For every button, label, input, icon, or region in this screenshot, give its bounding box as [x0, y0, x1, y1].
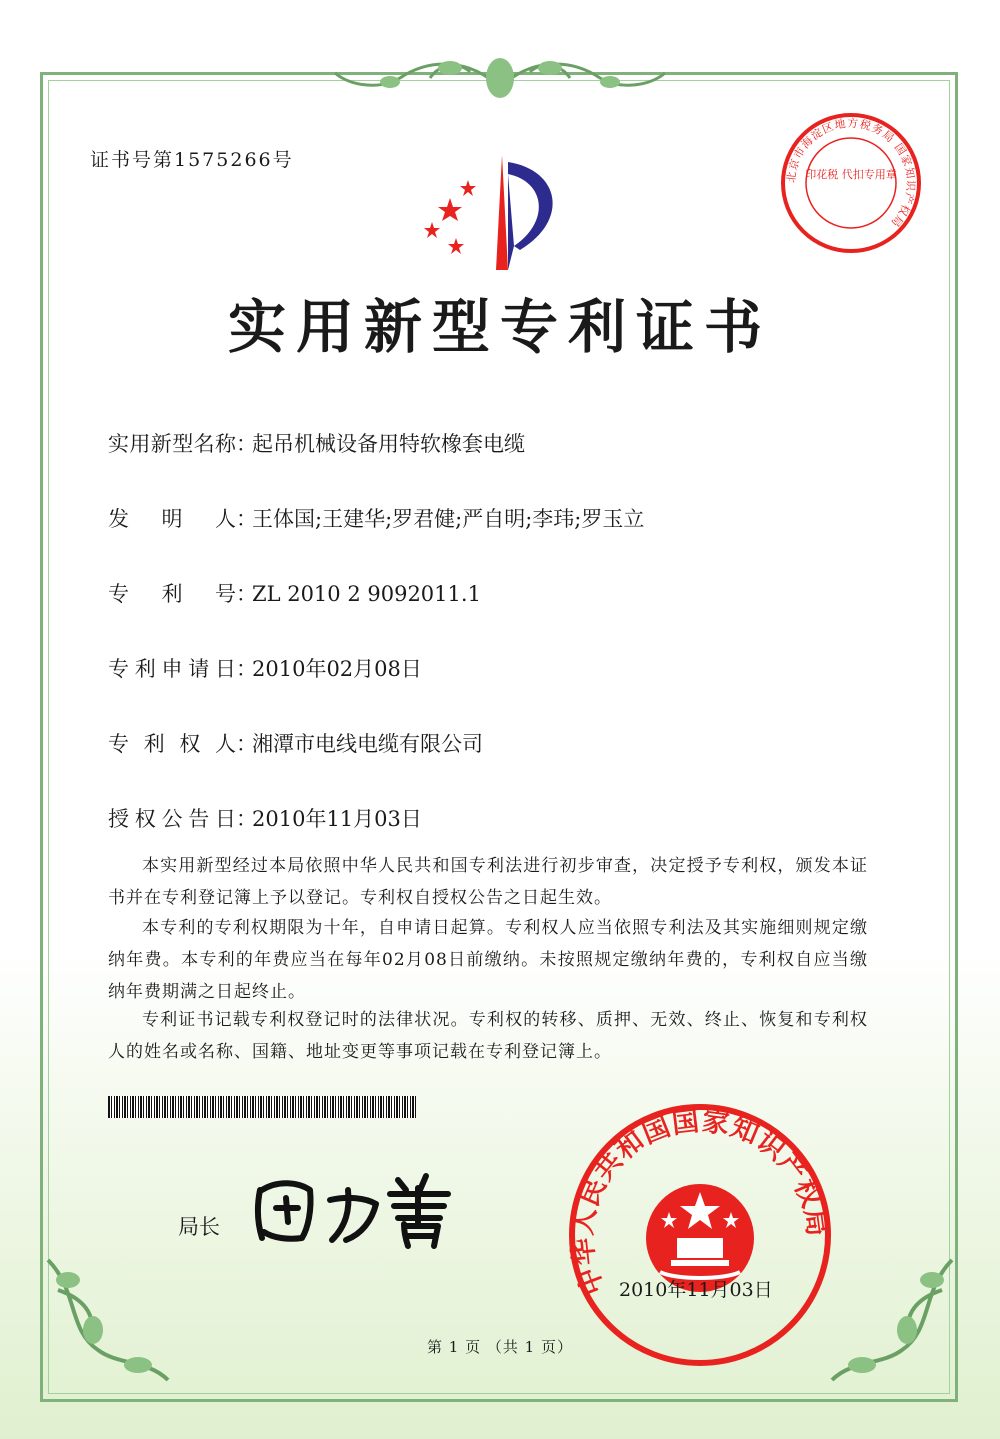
- field-label: 专利权人: [108, 732, 236, 756]
- corner-ornament-left-icon: [38, 1250, 178, 1390]
- tax-seal-ring-text: 北京市海淀区地方税务局 国家知识产权局: [784, 116, 918, 230]
- certificate-number: 证书号第1575266号: [90, 149, 294, 171]
- director-signature: [248, 1160, 478, 1250]
- director-label: 局长: [178, 1215, 220, 1239]
- body-paragraph: 本专利的专利权期限为十年，自申请日起算。专利权人应当依照专利法及其实施细则规定缴纳年费。本专利的年费应当在每年02月08日前缴纳。未按照规定缴纳年费的，专利权自应当缴纳年费期满之日起终止。: [108, 918, 868, 1002]
- top-ornament-icon: [330, 48, 670, 108]
- field-value: 湘潭市电线电缆有限公司: [252, 732, 483, 756]
- field-utility-model-name: 实用新型名称：起吊机械设备用特软橡套电缆: [108, 428, 525, 458]
- page-title: 实用新型专利证书: [227, 293, 772, 361]
- barcode: [108, 1096, 416, 1118]
- seal-ring-text: 中华人民共和国国家知识产权局: [567, 1105, 833, 1299]
- field-value: ZL 2010 2 9092011.1: [252, 582, 481, 606]
- official-seal-large: [565, 1100, 835, 1370]
- field-grant-date: 授权公告日：2010年11月03日: [108, 803, 422, 833]
- field-label: 授权公告日: [108, 807, 236, 831]
- field-label: 专利申请日: [108, 657, 236, 681]
- patent-office-logo-icon: [410, 150, 590, 280]
- tax-seal-center-text: 印花税 代扣专用章: [805, 168, 897, 181]
- page-number: 第 1 页 （共 1 页）: [427, 1338, 573, 1356]
- corner-ornament-right-icon: [822, 1250, 962, 1390]
- body-paragraph: 本实用新型经过本局依照中华人民共和国专利法进行初步审查，决定授予专利权，颁发本证书并在专利登记簿上予以登记。专利权自授权公告之日起生效。: [108, 856, 868, 908]
- field-label: 发明人: [108, 507, 236, 531]
- field-inventors: 发明人：王体国;王建华;罗君健;严自明;李玮;罗玉立: [108, 503, 644, 533]
- field-value: 2010年11月03日: [252, 807, 422, 831]
- body-paragraph: 专利证书记载专利权登记时的法律状况。专利权的转移、质押、无效、终止、恢复和专利权人的姓名或名称、国籍、地址变更等事项记载在专利登记簿上。: [108, 1010, 868, 1062]
- field-value: 王体国;王建华;罗君健;严自明;李玮;罗玉立: [252, 507, 645, 531]
- tax-seal-small: [776, 108, 926, 258]
- field-value: 起吊机械设备用特软橡套电缆: [252, 432, 525, 456]
- field-application-date: 专利申请日：2010年02月08日: [108, 653, 422, 683]
- field-value: 2010年02月08日: [252, 657, 422, 681]
- issue-date: 2010年11月03日: [619, 1279, 773, 1301]
- field-patent-number: 专利号：ZL 2010 2 9092011.1: [108, 578, 481, 608]
- field-patentee: 专利权人：湘潭市电线电缆有限公司: [108, 728, 483, 758]
- field-label: 实用新型名称: [108, 432, 236, 456]
- field-label: 专利号: [108, 582, 236, 606]
